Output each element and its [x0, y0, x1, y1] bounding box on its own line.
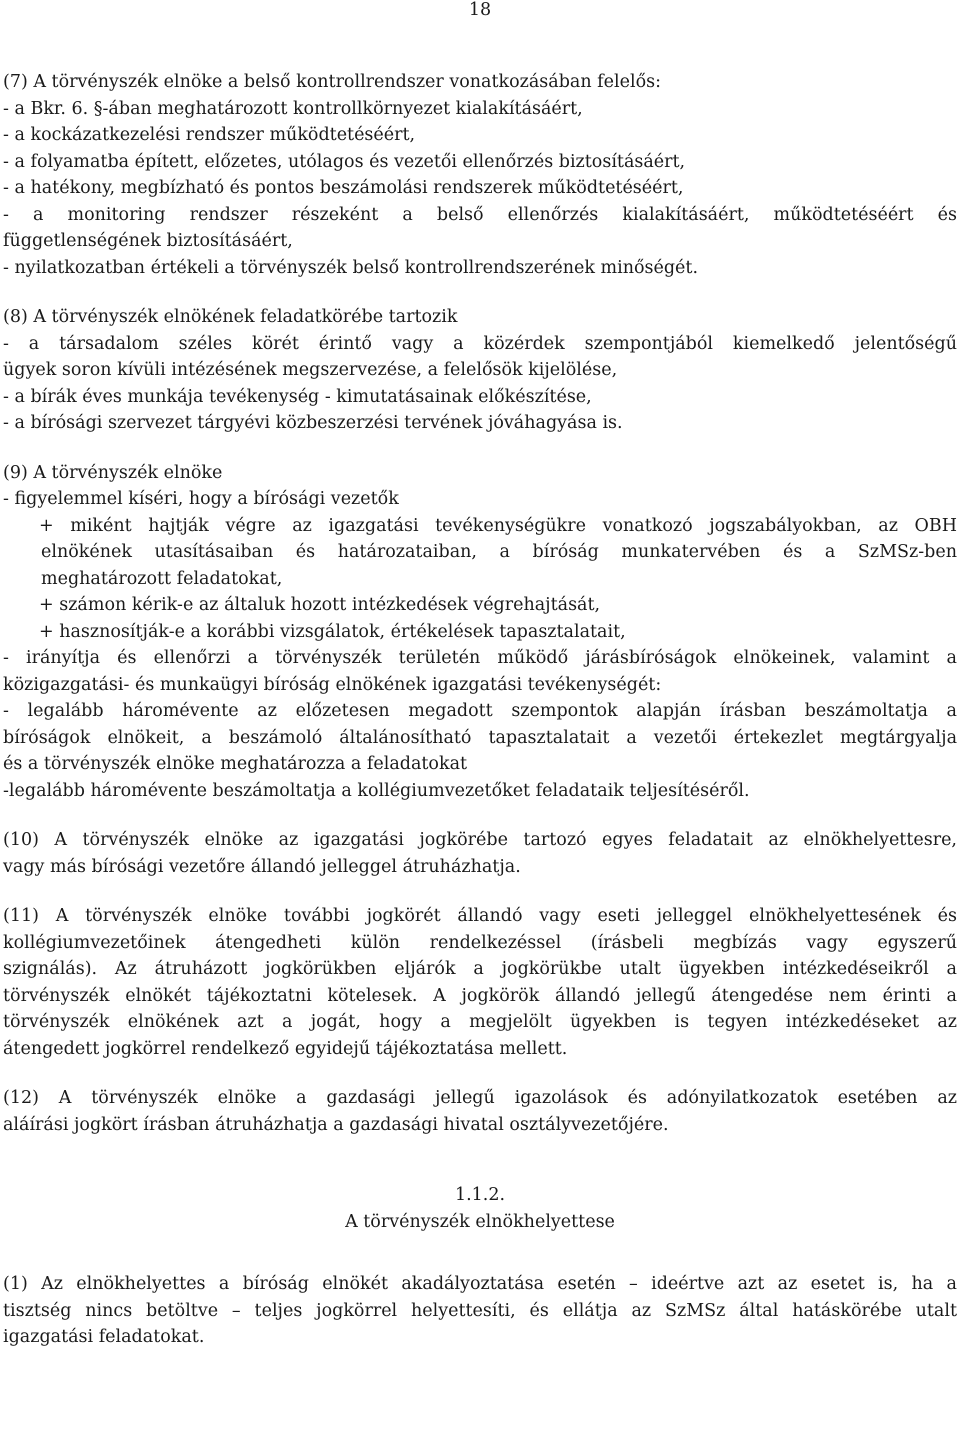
- text-line: bíróságok elnökeit, a beszámoló általánosítható tapasztalatait a vezetői értekezlet megtárgyalja: [3, 727, 957, 748]
- section-title: A törvényszék elnökhelyettese: [345, 1211, 615, 1232]
- text-line: - a bírák éves munkája tevékenység - kimutatásainak előkészítése,: [3, 386, 592, 407]
- text-line: tisztség nincs betöltve – teljes jogkörrel helyettesíti, és ellátja az SzMSz által hatáskörébe utalt: [3, 1300, 957, 1321]
- text-line: közigazgatási- és munkaügyi bíróság elnökének igazgatási tevékenységét:: [3, 674, 662, 695]
- section-number: 1.1.2.: [454, 1185, 506, 1205]
- text-line: szignálás). Az átruházott jogkörükben eljárók a jogkörükbe utalt ügyekben intézkedéseikről a: [3, 959, 957, 979]
- text-line: + miként hajtják végre az igazgatási tevékenységükre vonatkozó jogszabályokban, az OBH: [39, 515, 957, 536]
- paragraph-p12: [3, 1085, 957, 1138]
- text-line: (9) A törvényszék elnöke: [3, 462, 223, 483]
- paragraph-p7: [3, 69, 957, 281]
- text-line: + számon kérik-e az általuk hozott intézkedések végrehajtását,: [39, 595, 601, 615]
- text-line: és a törvényszék elnöke meghatározza a feladatokat: [3, 754, 468, 774]
- paragraph-p8: [3, 304, 957, 437]
- text-line: elnökének utasításaiban és határozataiban, a bíróság munkatervében és a SzMSz-ben: [41, 542, 957, 562]
- text-line: - a kockázatkezelési rendszer működtetéséért,: [3, 125, 416, 145]
- paragraph-s1: [3, 1271, 957, 1351]
- text-line: - a folyamatba épített, előzetes, utólagos és vezetői ellenőrzés biztosításáért,: [3, 151, 686, 172]
- text-line: - figyelemmel kíséri, hogy a bírósági vezetők: [3, 489, 399, 509]
- document-body: [3, 69, 957, 1374]
- text-line: - irányítja és ellenőrzi a törvényszék területén működő járásbíróságok elnökeinek, valamint a: [3, 648, 957, 668]
- paragraph-list: [3, 69, 957, 1138]
- section-paragraph-list: [3, 1271, 957, 1351]
- text-line: - nyilatkozatban értékeli a törvényszék belső kontrollrendszerének minőségét.: [3, 257, 699, 278]
- text-line: + hasznosítják-e a korábbi vizsgálatok, értékelések tapasztalatait,: [39, 621, 626, 642]
- text-line: - a monitoring rendszer részeként a belső ellenőrzés kialakításáért, működtetéséért és: [3, 204, 957, 225]
- paragraph-p9: [3, 460, 957, 805]
- text-line: - a hatékony, megbízható és pontos beszámolási rendszerek működtetéséért,: [3, 178, 684, 198]
- text-line: (7) A törvényszék elnöke a belső kontrollrendszer vonatkozásában felelős:: [3, 72, 661, 92]
- text-line: átengedett jogkörrel rendelkező egyidejű tájékoztatása mellett.: [3, 1038, 568, 1059]
- text-line: (8) A törvényszék elnökének feladatkörébe tartozik: [3, 307, 458, 327]
- text-line: (1) Az elnökhelyettes a bíróság elnökét akadályoztatása esetén – ideértve azt az esetet is, ha a: [3, 1274, 957, 1294]
- text-line: aláírási jogkört írásban átruházhatja a gazdasági hivatal osztályvezetőjére.: [3, 1114, 669, 1135]
- text-line: - a Bkr. 6. §-ában meghatározott kontrollkörnyezet kialakításáért,: [3, 98, 583, 119]
- paragraph-p11: [3, 903, 957, 1062]
- text-line: kollégiumvezetőinek átengedheti külön rendelkezéssel (írásbeli megbízás vagy egyszerű: [3, 932, 957, 953]
- text-line: meghatározott feladatokat,: [41, 568, 283, 589]
- section-heading: [3, 1182, 957, 1235]
- text-line: törvényszék elnökének azt a jogát, hogy a megjelölt ügyekben is tegyen intézkedéseket az: [3, 1012, 957, 1032]
- text-line: (11) A törvényszék elnöke további jogkörét állandó vagy eseti jelleggel elnökhelyettesének és: [3, 906, 957, 926]
- text-line: (10) A törvényszék elnöke az igazgatási jogkörébe tartozó egyes feladatait az elnökhelyettesre,: [3, 830, 957, 850]
- page-number: 18: [468, 0, 492, 20]
- text-line: - legalább háromévente az előzetesen megadott szempontok alapján írásban beszámoltatja a: [3, 701, 957, 721]
- text-line: -legalább háromévente beszámoltatja a kollégiumvezetőket feladataik teljesítéséről.: [3, 780, 750, 801]
- text-line: törvényszék elnökét tájékoztatni kötelesek. A jogkörök állandó jellegű átengedése nem érinti a: [3, 985, 957, 1006]
- text-line: igazgatási feladatokat.: [3, 1327, 205, 1347]
- text-line: vagy más bírósági vezetőre állandó jelleggel átruházhatja.: [3, 856, 521, 877]
- paragraph-p10: [3, 827, 957, 880]
- text-line: (12) A törvényszék elnöke a gazdasági jellegű igazolások és adónyilatkozatok esetében az: [3, 1088, 957, 1108]
- text-line: függetlenségének biztosításáért,: [3, 231, 293, 251]
- text-line: - a bírósági szervezet tárgyévi közbeszerzési tervének jóváhagyása is.: [3, 413, 623, 433]
- text-line: - a társadalom széles körét érintő vagy a közérdek szempontjából kiemelkedő jelentőségű: [3, 333, 957, 354]
- text-line: ügyek soron kívüli intézésének megszervezése, a felelősök kijelölése,: [3, 360, 618, 380]
